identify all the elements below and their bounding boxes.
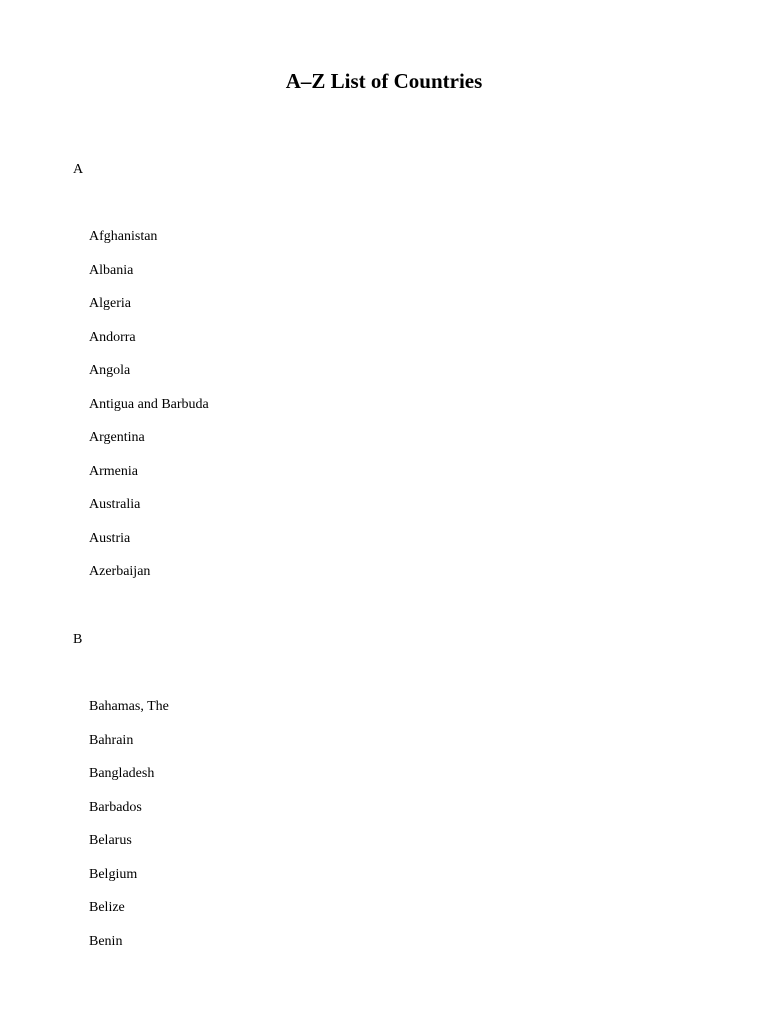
list-item: Belarus <box>89 833 132 848</box>
list-item: Belgium <box>89 866 138 882</box>
list-item: Angola <box>89 363 131 378</box>
list-item: Bahamas, The <box>89 699 169 714</box>
list-item: Belize <box>89 900 125 915</box>
list-item: Albania <box>89 262 134 278</box>
list-item: Algeria <box>89 296 131 311</box>
list-item: Antigua and Barbuda <box>89 396 209 412</box>
country-list-b <box>89 698 169 966</box>
list-item: Austria <box>89 530 131 546</box>
page-title: A–Z List of Countries <box>285 69 483 93</box>
list-item: Barbados <box>89 799 142 815</box>
list-item: Bangladesh <box>89 766 155 781</box>
list-item: Argentina <box>89 430 145 445</box>
country-list-a <box>89 228 209 597</box>
list-item: Armenia <box>89 463 138 479</box>
list-item: Andorra <box>89 329 136 345</box>
list-item: Azerbaijan <box>89 564 151 579</box>
list-item: Australia <box>89 497 141 512</box>
section-letter-b: B <box>73 632 83 647</box>
list-item: Afghanistan <box>89 229 158 244</box>
section-letter-a: A <box>73 162 84 177</box>
list-item: Benin <box>89 933 123 949</box>
list-item: Bahrain <box>89 732 134 748</box>
